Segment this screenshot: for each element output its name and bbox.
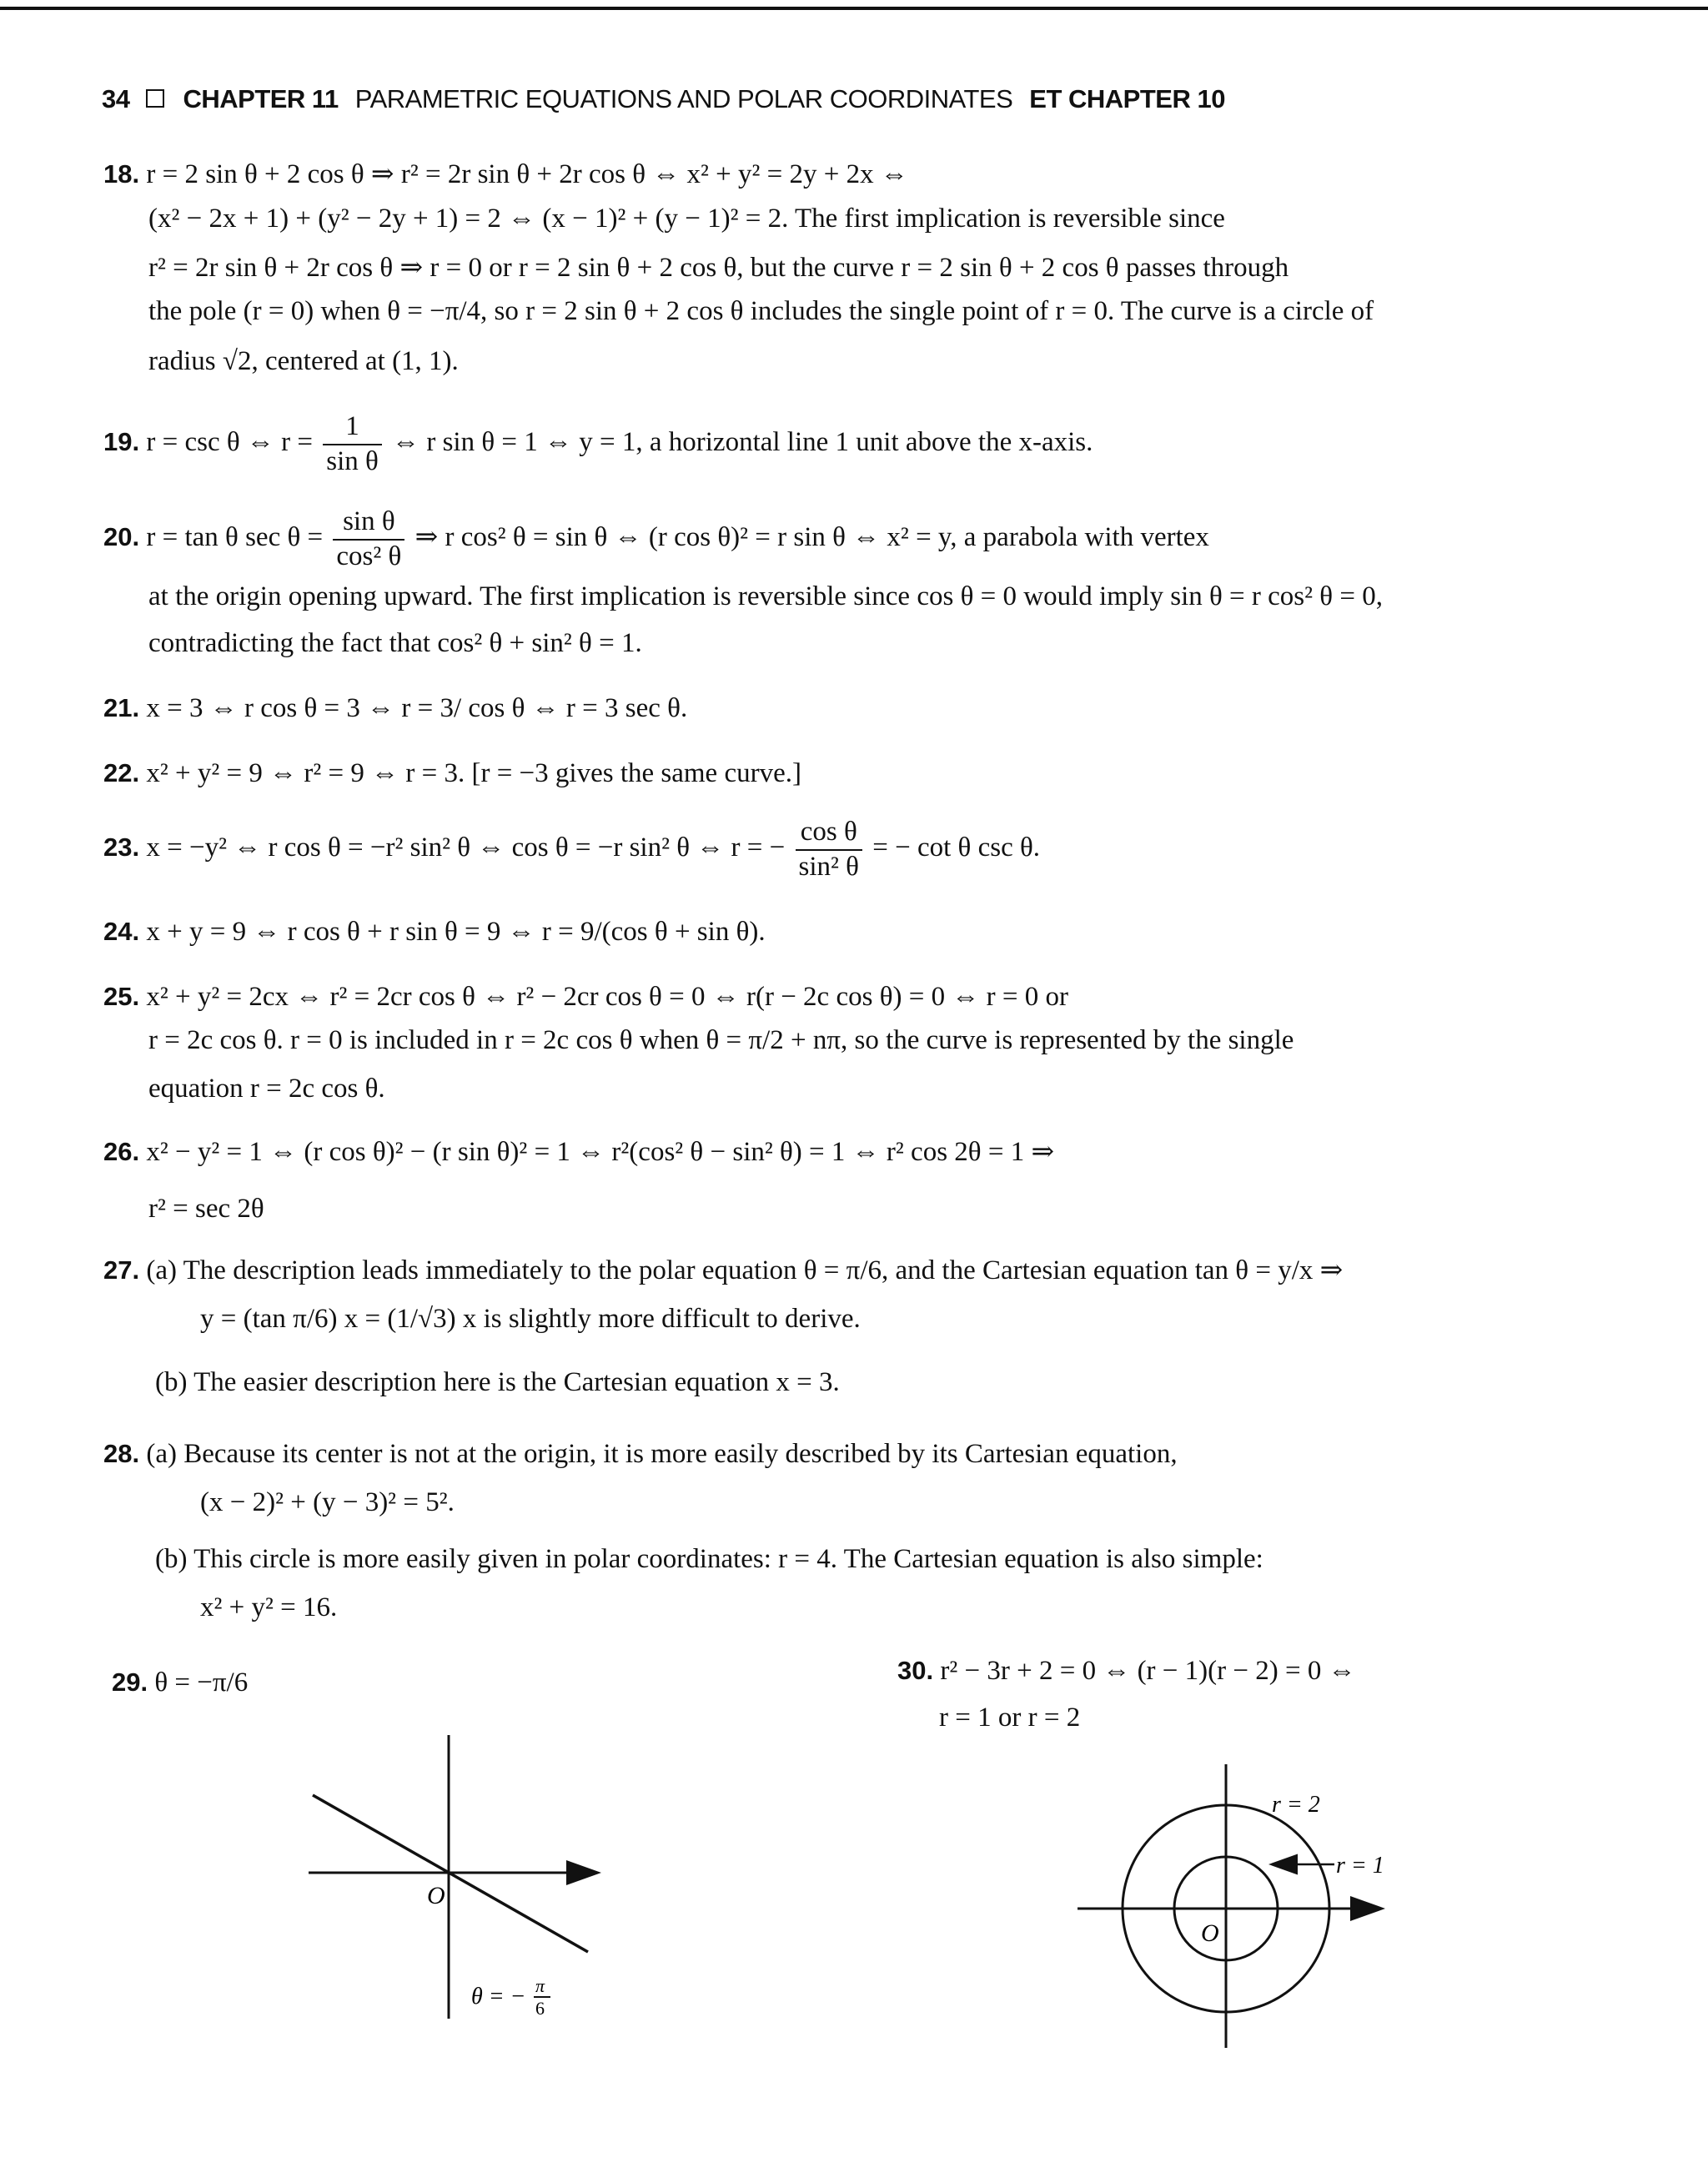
problem-18	[103, 150, 908, 199]
et-chapter-label: ET CHAPTER 10	[1029, 84, 1225, 113]
problem-18-line-4: the pole (r = 0) when θ = −π/4, so r = 2 sin θ + 2 cos θ includes the single point of r = 0. The curve is a circle of	[148, 296, 1374, 326]
problem-25-line-3: equation r = 2c cos θ.	[148, 1074, 385, 1104]
problem-number: 24.	[103, 917, 140, 946]
problem-number: 28.	[103, 1439, 140, 1468]
problem-27	[103, 1246, 1343, 1295]
figure-30-circles	[1068, 1756, 1434, 2056]
origin-label: O	[1201, 1919, 1219, 1947]
problem-26-line-2: r² = sec 2θ	[148, 1194, 264, 1224]
equation-line: x = 3 ⇔ r cos θ = 3 ⇔ r = 3/ cos θ ⇔ r = 3 sec θ.	[146, 693, 688, 723]
problem-number: 25.	[103, 982, 140, 1011]
numerator: sin θ	[333, 506, 404, 541]
theta-label-pi: π	[535, 1975, 545, 1996]
problem-18-line-3: r² = 2r sin θ + 2r cos θ ⇒ r = 0 or r = 2 sin θ + 2 cos θ, but the curve r = 2 sin θ + 2 cos θ passes through	[148, 253, 1289, 283]
numerator: 1	[323, 410, 382, 445]
numerator: cos θ	[796, 816, 862, 851]
equation-part: ⇔ r sin θ = 1 ⇔ y = 1, a horizontal line 1 unit above the x-axis.	[392, 427, 1093, 458]
equation-line: x + y = 9 ⇔ r cos θ + r sin θ = 9 ⇔ r = 9/(cos θ + sin θ).	[146, 917, 766, 947]
problem-number: 26.	[103, 1137, 140, 1166]
part-a-line-1: (a) The description leads immediately to the polar equation θ = π/6, and the Cartesian equation tan θ = y/x ⇒	[146, 1255, 1344, 1285]
problem-number: 23.	[103, 832, 140, 863]
problem-24	[103, 908, 766, 956]
equation-line: θ = −π/6	[154, 1667, 249, 1698]
equation-line: r² − 3r + 2 = 0 ⇔ (r − 1)(r − 2) = 0 ⇔	[940, 1656, 1356, 1686]
problem-30	[897, 1647, 1356, 1695]
problem-29	[112, 1658, 248, 1707]
problem-number: 29.	[112, 1667, 148, 1697]
denominator: sin² θ	[798, 851, 859, 882]
equation-part: ⇒ r cos² θ = sin θ ⇔ (r cos θ)² = r sin θ ⇔ x² = y, a parabola with vertex	[414, 522, 1209, 553]
problem-27-part-b: (b) The easier description here is the Cartesian equation x = 3.	[155, 1367, 840, 1397]
problem-23	[103, 816, 1040, 883]
problem-20	[103, 506, 1209, 573]
problem-20-line-3: contradicting the fact that cos² θ + sin² θ = 1.	[148, 628, 642, 658]
problem-22	[103, 749, 801, 797]
equation-line: r = 2 sin θ + 2 cos θ ⇒ r² = 2r sin θ + 2r cos θ ⇔ x² + y² = 2y + 2x ⇔	[146, 159, 908, 189]
fraction	[323, 410, 382, 478]
equation-line: x² − y² = 1 ⇔ (r cos θ)² − (r sin θ)² = 1 ⇔ r²(cos² θ − sin² θ) = 1 ⇔ r² cos 2θ = 1 ⇒	[146, 1137, 1055, 1167]
top-rule	[0, 7, 1708, 10]
problem-26	[103, 1128, 1054, 1176]
fraction	[333, 506, 404, 573]
problem-number: 27.	[103, 1255, 140, 1285]
problem-28-part-b-line-1: (b) This circle is more easily given in polar coordinates: r = 4. The Cartesian equation is also simple:	[155, 1544, 1263, 1574]
problem-number: 20.	[103, 522, 140, 552]
page-number: 34	[102, 84, 130, 113]
equation-part: x = −y² ⇔ r cos θ = −r² sin² θ ⇔ cos θ = −r sin² θ ⇔ r = −	[146, 832, 786, 863]
part-a-line-1: (a) Because its center is not at the origin, it is more easily described by its Cartesian equation,	[146, 1439, 1178, 1469]
problem-21	[103, 684, 687, 732]
equation-part: r = csc θ ⇔ r =	[146, 427, 314, 458]
equation-part: r = tan θ sec θ =	[146, 522, 324, 553]
equation-line: x² + y² = 2cx ⇔ r² = 2cr cos θ ⇔ r² − 2cr cos θ = 0 ⇔ r(r − 2c cos θ) = 0 ⇔ r = 0 or	[146, 982, 1068, 1012]
theta-label: θ = −	[471, 1984, 526, 2009]
origin-label: O	[427, 1882, 445, 1909]
problem-number: 18.	[103, 159, 140, 189]
figure-29-ray	[300, 1727, 617, 2044]
label-r-1: r = 1	[1336, 1853, 1384, 1879]
problem-25-line-2: r = 2c cos θ. r = 0 is included in r = 2c cos θ when θ = π/2 + nπ, so the curve is represented by the single	[148, 1025, 1294, 1055]
problem-20-line-2: at the origin opening upward. The first implication is reversible since cos θ = 0 would imply sin θ = r cos² θ = 0,	[148, 581, 1383, 611]
problem-number: 22.	[103, 758, 140, 787]
problem-30-line-2: r = 1 or r = 2	[939, 1703, 1081, 1733]
chapter-title: PARAMETRIC EQUATIONS AND POLAR COORDINATES	[354, 84, 1013, 113]
problem-number: 21.	[103, 693, 140, 722]
problem-27-part-a-line-2: y = (tan π/6) x = (1/√3) x is slightly more difficult to derive.	[200, 1304, 861, 1334]
problem-28-part-b-line-2: x² + y² = 16.	[200, 1592, 338, 1622]
problem-28-part-a-line-2: (x − 2)² + (y − 3)² = 5².	[200, 1487, 455, 1517]
equation-line: x² + y² = 9 ⇔ r² = 9 ⇔ r = 3. [r = −3 gives the same curve.]	[146, 758, 801, 788]
equation-part: = − cot θ csc θ.	[872, 832, 1041, 863]
problem-25	[103, 973, 1068, 1021]
problem-number: 30.	[897, 1656, 934, 1685]
chapter-label: CHAPTER 11	[183, 84, 339, 113]
denominator: sin θ	[326, 445, 379, 476]
problem-18-line-2: (x² − 2x + 1) + (y² − 2y + 1) = 2 ⇔ (x − 1)² + (y − 1)² = 2. The first implication is reversible since	[148, 204, 1225, 234]
problem-28	[103, 1430, 1178, 1478]
denominator: cos² θ	[336, 541, 402, 571]
square-icon	[146, 89, 164, 108]
fraction	[796, 816, 862, 883]
problem-19	[103, 410, 1093, 478]
running-header	[102, 84, 1225, 114]
theta-label-six: 6	[535, 1998, 545, 2019]
label-r-2: r = 2	[1272, 1792, 1320, 1818]
problem-number: 19.	[103, 427, 140, 457]
problem-18-line-5: radius √2, centered at (1, 1).	[148, 346, 459, 376]
